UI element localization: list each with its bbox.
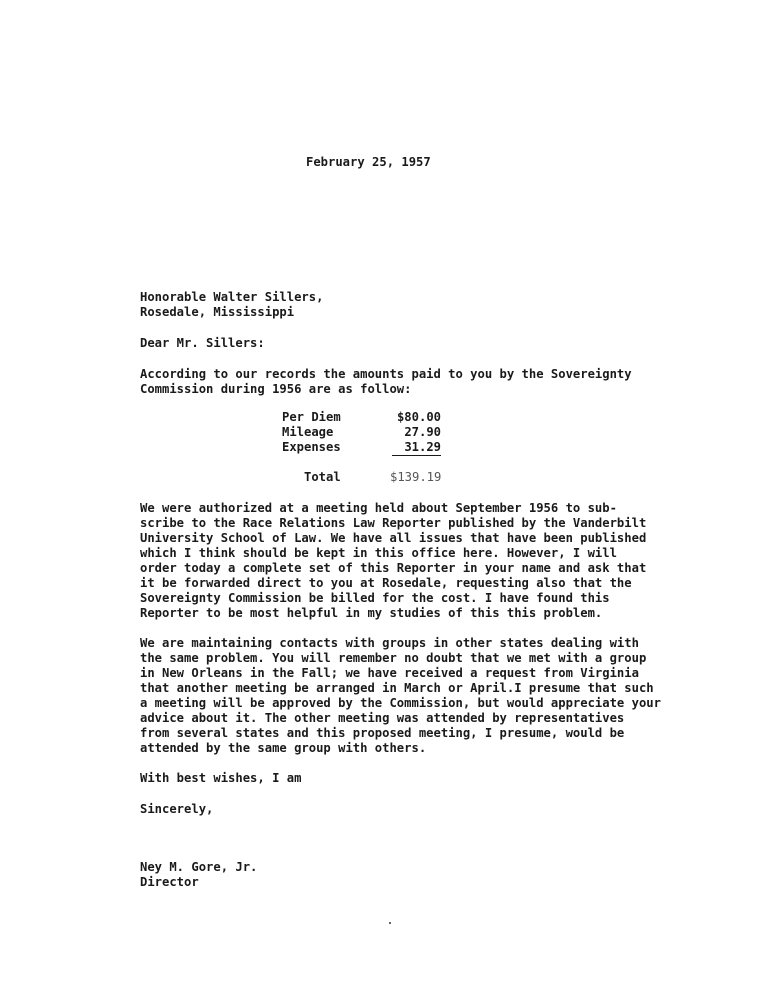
paragraph-1: [140, 367, 700, 397]
paragraph-3: [140, 636, 700, 756]
paragraph-line: that another meeting be arranged in March or April.I presume that such: [140, 681, 654, 695]
recipient-location: Rosedale, Mississippi: [140, 305, 295, 319]
paragraph-line: from several states and this proposed meeting, I presume, would be: [140, 726, 625, 740]
amount-label: Per Diem: [282, 410, 341, 424]
sign-off: Sincerely,: [140, 802, 214, 816]
paragraph-line: it be forwarded direct to you at Rosedale, requesting also that the: [140, 576, 632, 590]
paragraph-line: We were authorized at a meeting held about September 1956 to sub-: [140, 501, 617, 515]
closing-line: With best wishes, I am: [140, 771, 302, 785]
total-value: $139.19: [390, 470, 442, 484]
letter-date: February 25, 1957: [306, 155, 431, 169]
paragraph-line: advice about it. The other meeting was attended by representatives: [140, 711, 625, 725]
amount-row: [282, 410, 482, 425]
paragraph-line: order today a complete set of this Reporter in your name and ask that: [140, 561, 647, 575]
amount-row: [282, 440, 482, 455]
paragraph-line: scribe to the Race Relations Law Reporter published by the Vanderbilt: [140, 516, 647, 530]
paragraph-line: the same problem. You will remember no doubt that we met with a group: [140, 651, 647, 665]
signature-block: [140, 860, 257, 890]
salutation: Dear Mr. Sillers:: [140, 336, 265, 350]
paragraph-line: Reporter to be most helpful in my studies of this this problem.: [140, 606, 603, 620]
paragraph-line: which I think should be kept in this office here. However, I will: [140, 546, 617, 560]
amount-label: Expenses: [282, 440, 341, 454]
amount-label: Mileage: [282, 425, 334, 439]
amount-value: 31.29: [392, 440, 441, 456]
paragraph-line: a meeting will be approved by the Commission, but would appreciate your: [140, 696, 661, 710]
amount-value: 27.90: [404, 425, 441, 439]
scan-speck: [389, 922, 391, 924]
paragraph-line: University School of Law. We have all issues that have been published: [140, 531, 647, 545]
paragraph-line: Sovereignty Commission be billed for the cost. I have found this: [140, 591, 610, 605]
signer-name: Ney M. Gore, Jr.: [140, 860, 258, 874]
total-label: Total: [304, 470, 341, 484]
amount-value: $80.00: [396, 410, 441, 424]
paragraph-2: [140, 501, 700, 621]
paragraph-line: We are maintaining contacts with groups in other states dealing with: [140, 636, 639, 650]
recipient-address: [140, 290, 323, 320]
recipient-name: Honorable Walter Sillers,: [140, 290, 324, 304]
amounts-table: [282, 410, 482, 455]
amount-row: [282, 425, 482, 440]
paragraph-line: attended by the same group with others.: [140, 741, 427, 755]
paragraph-line: Commission during 1956 are as follow:: [140, 382, 412, 396]
paragraph-line: According to our records the amounts paid to you by the Sovereignty: [140, 367, 632, 381]
paragraph-line: in New Orleans in the Fall; we have received a request from Virginia: [140, 666, 639, 680]
signer-title: Director: [140, 875, 199, 889]
